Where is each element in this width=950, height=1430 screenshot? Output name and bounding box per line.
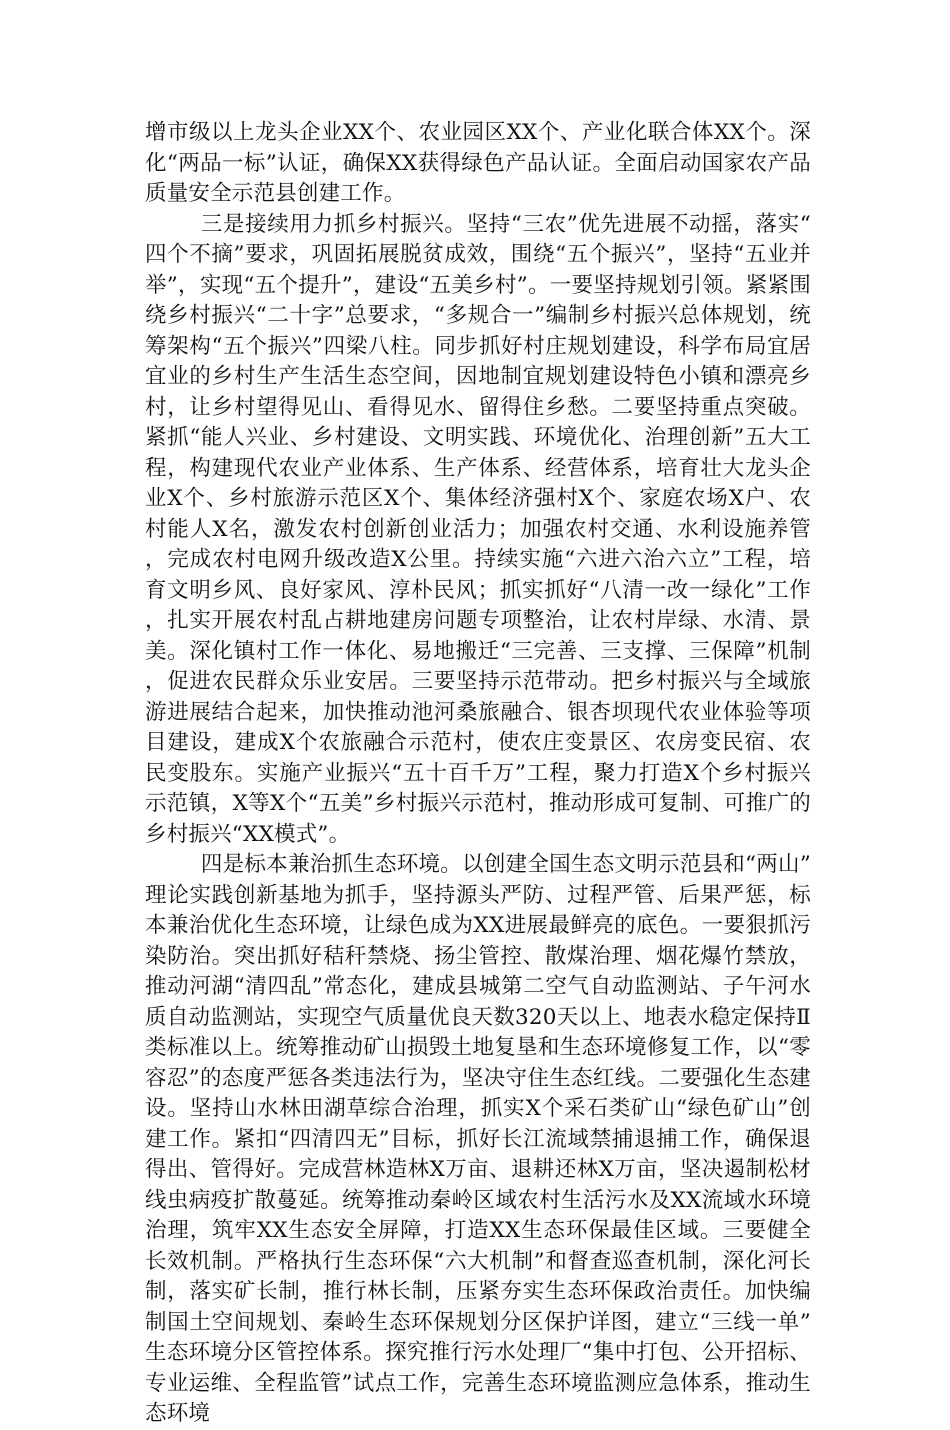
- paragraph-rural-revitalization: 三是接续用力抓乡村振兴。坚持“三农”优先进展不动摇，落实“四个不摘”要求，巩固拓展脱贫成效，围绕“五个振兴”，坚持“五业并举”，实现“五个提升”，建设“五美乡村”。一要坚持规划引领。紧紧围绕乡村振兴“二十字”总要求，“多规合一”编制乡村振兴总体规划，统筹架构“五个振兴”四梁八柱。同步抓好村庄规划建设，科学布局宜居宜业的乡村生产生活生态空间，因地制宜规划建设特色小镇和漂亮乡村，让乡村望得见山、看得见水、留得住乡愁。二要坚持重点突破。紧抓“能人兴业、乡村建设、文明实践、环境优化、治理创新”五大工程，构建现代农业产业体系、生产体系、经营体系，培育壮大龙头企业X个、乡村旅游示范区X个、集体经济强村X个、家庭农场X户、农村能人X名，激发农村创新创业活力；加强农村交通、水利设施养管，完成农村电网升级改造X公里。持续实施“六进六治六立”工程，培育文明乡风、良好家风、淳朴民风；抓实抓好“八清一改一绿化”工作，扎实开展农村乱占耕地建房问题专项整治，让农村岸绿、水清、景美。深化镇村工作一体化、易地搬迁“三完善、三支撑、三保障”机制，促进农民群众乐业安居。三要坚持示范带动。把乡村振兴与全域旅游进展结合起来，加快推动池河桑旅融合、银杏坝现代农业体验等项目建设，建成X个农旅融合示范村，使农庄变景区、农房变民宿、农民变股东。实施产业振兴“五十百千万”工程，聚力打造X个乡村振兴示范镇，X等X个“五美”乡村振兴示范村，推动形成可复制、可推广的乡村振兴“XX模式”。: [145, 211, 811, 847]
- paragraph-ecological-environment: 四是标本兼治抓生态环境。以创建全国生态文明示范县和“两山”理论实践创新基地为抓手，坚持源头严防、过程严管、后果严惩，标本兼治优化生态环境，让绿色成为XX进展最鲜亮的底色。一要狠抓污染防治。突出抓好秸秆禁烧、扬尘管控、散煤治理、烟花爆竹禁放，推动河湖“清四乱”常态化，建成县城第二空气自动监测站、子午河水质自动监测站，实现空气质量优良天数320天以上、地表水稳定保持Ⅱ类标准以上。统筹推动矿山损毁土地复垦和生态环境修复工作，以“零容忍”的态度严惩各类违法行为，坚决守住生态红线。二要强化生态建设。坚持山水林田湖草综合治理，抓实X个采石类矿山“绿色矿山”创建工作。紧扣“四清四无”目标，抓好长江流域禁捕退捕工作，确保退得出、管得好。完成营林造林X万亩、退耕还林X万亩，坚决遏制松材线虫病疫扩散蔓延。统筹推动秦岭区域农村生活污水及XX流域水环境治理，筑牢XX生态安全屏障，打造XX生态环保最佳区域。三要健全长效机制。严格执行生态环保“六大机制”和督查巡查机制，深化河长制，落实矿长制，推行林长制，压紧夯实生态环保政治责任。加快编制国土空间规划、秦岭生态环保规划分区保护详图，建立“三线一单”生态环境分区管控体系。探究推行污水处理厂“集中打包、公开招标、专业运维、全程监管”试点工作，完善生态环境监测应急体系，推动生态环境: [145, 852, 811, 1426]
- paragraph-continuation: 增市级以上龙头企业XX个、农业园区XX个、产业化联合体XX个。深化“两品一标”认证，确保XX获得绿色产品认证。全面启动国家农产品质量安全示范县创建工作。: [145, 120, 811, 206]
- document-body: [145, 118, 811, 1430]
